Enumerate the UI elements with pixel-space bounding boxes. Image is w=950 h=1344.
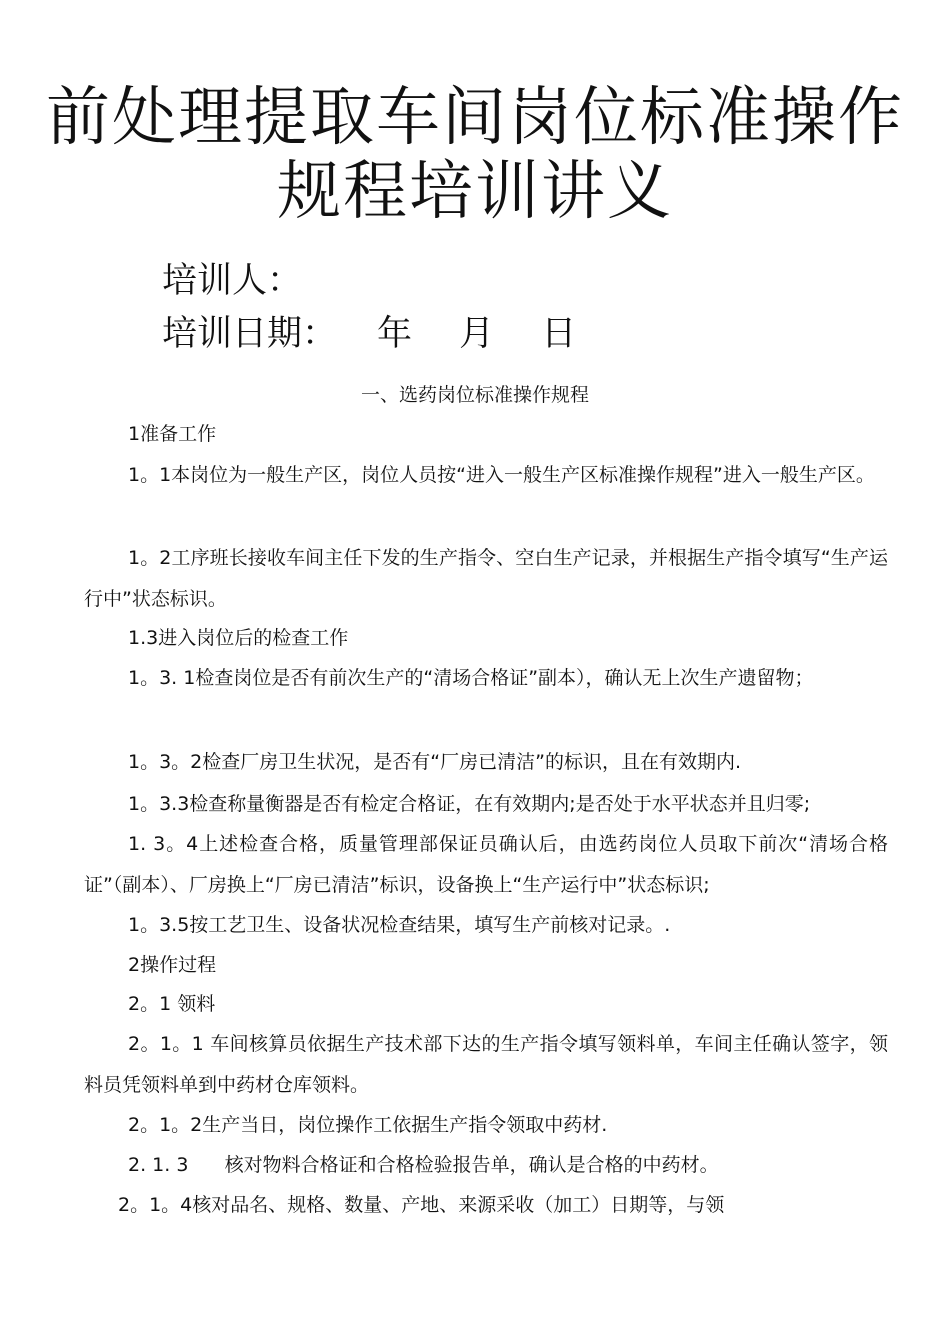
paragraph-2: 2操作过程 [128,954,217,976]
paragraph-1-1: 1。1本岗位为一般生产区，岗位人员按“进入一般生产区标准操作规程”进入一般生产区。 [128,464,875,486]
paragraph-2-1-4: 2。1。4核对品名、规格、数量、产地、来源采收（加工）日期等，与领 [118,1194,725,1216]
paragraph-1-3-2: 1。3。2检查厂房卫生状况，是否有“厂房已清洁”的标识，且在有效期内. [128,751,741,773]
section-title: 一、选药岗位标准操作规程 [360,384,589,406]
paragraph-1: 1准备工作 [128,423,217,445]
document-title-line-2: 规程培训讲义 [277,155,673,229]
trainer-field [162,259,302,303]
paragraph-2-1: 2。1 领料 [128,993,216,1015]
training-date-label: 培训日期： [162,314,338,354]
trainer-label: 培训人： [162,261,303,301]
paragraph-2-1-2: 2。1。2生产当日，岗位操作工依据生产指令领取中药材. [128,1114,608,1136]
paragraph-1-3-3: 1。3.3检查称量衡器是否有检定合格证，在有效期内;是否处于水平状态并且归零; [128,793,811,815]
training-date-units: 年 月 日 [377,314,595,354]
paragraph-2-1-3: 2. 1. 3 核对物料合格证和合格检验报告单，确认是合格的中药材。 [128,1154,719,1176]
training-date-field [162,312,594,356]
paragraph-1-3-4: 1. 3。4上述检查合格，质量管理部保证员确认后，由选药岗位人员取下前次“清场合格证”（副本）、厂房换上“厂房已清洁”标识，设备换上“生产运行中”状态标识; [84,833,888,896]
paragraph-2-1-1: 2。1。1 车间核算员依据生产技术部下达的生产指令填写领料单，车间主任确认签字，领料员凭领料单到中药材仓库领料。 [84,1033,888,1096]
document-title-line-1: 前处理提取车间岗位标准操作 [46,81,904,155]
paragraph-1-3-5: 1。3.5按工艺卫生、设备状况检查结果，填写生产前核对记录。. [128,914,671,936]
paragraph-1-3: 1.3进入岗位后的检查工作 [128,627,349,649]
paragraph-1-3-1: 1。3. 1检查岗位是否有前次生产的“清场合格证”副本），确认无上次生产遗留物； [128,667,814,689]
paragraph-1-2: 1。2工序班长接收车间主任下发的生产指令、空白生产记录，并根据生产指令填写“生产运行中”状态标识。 [84,547,888,610]
